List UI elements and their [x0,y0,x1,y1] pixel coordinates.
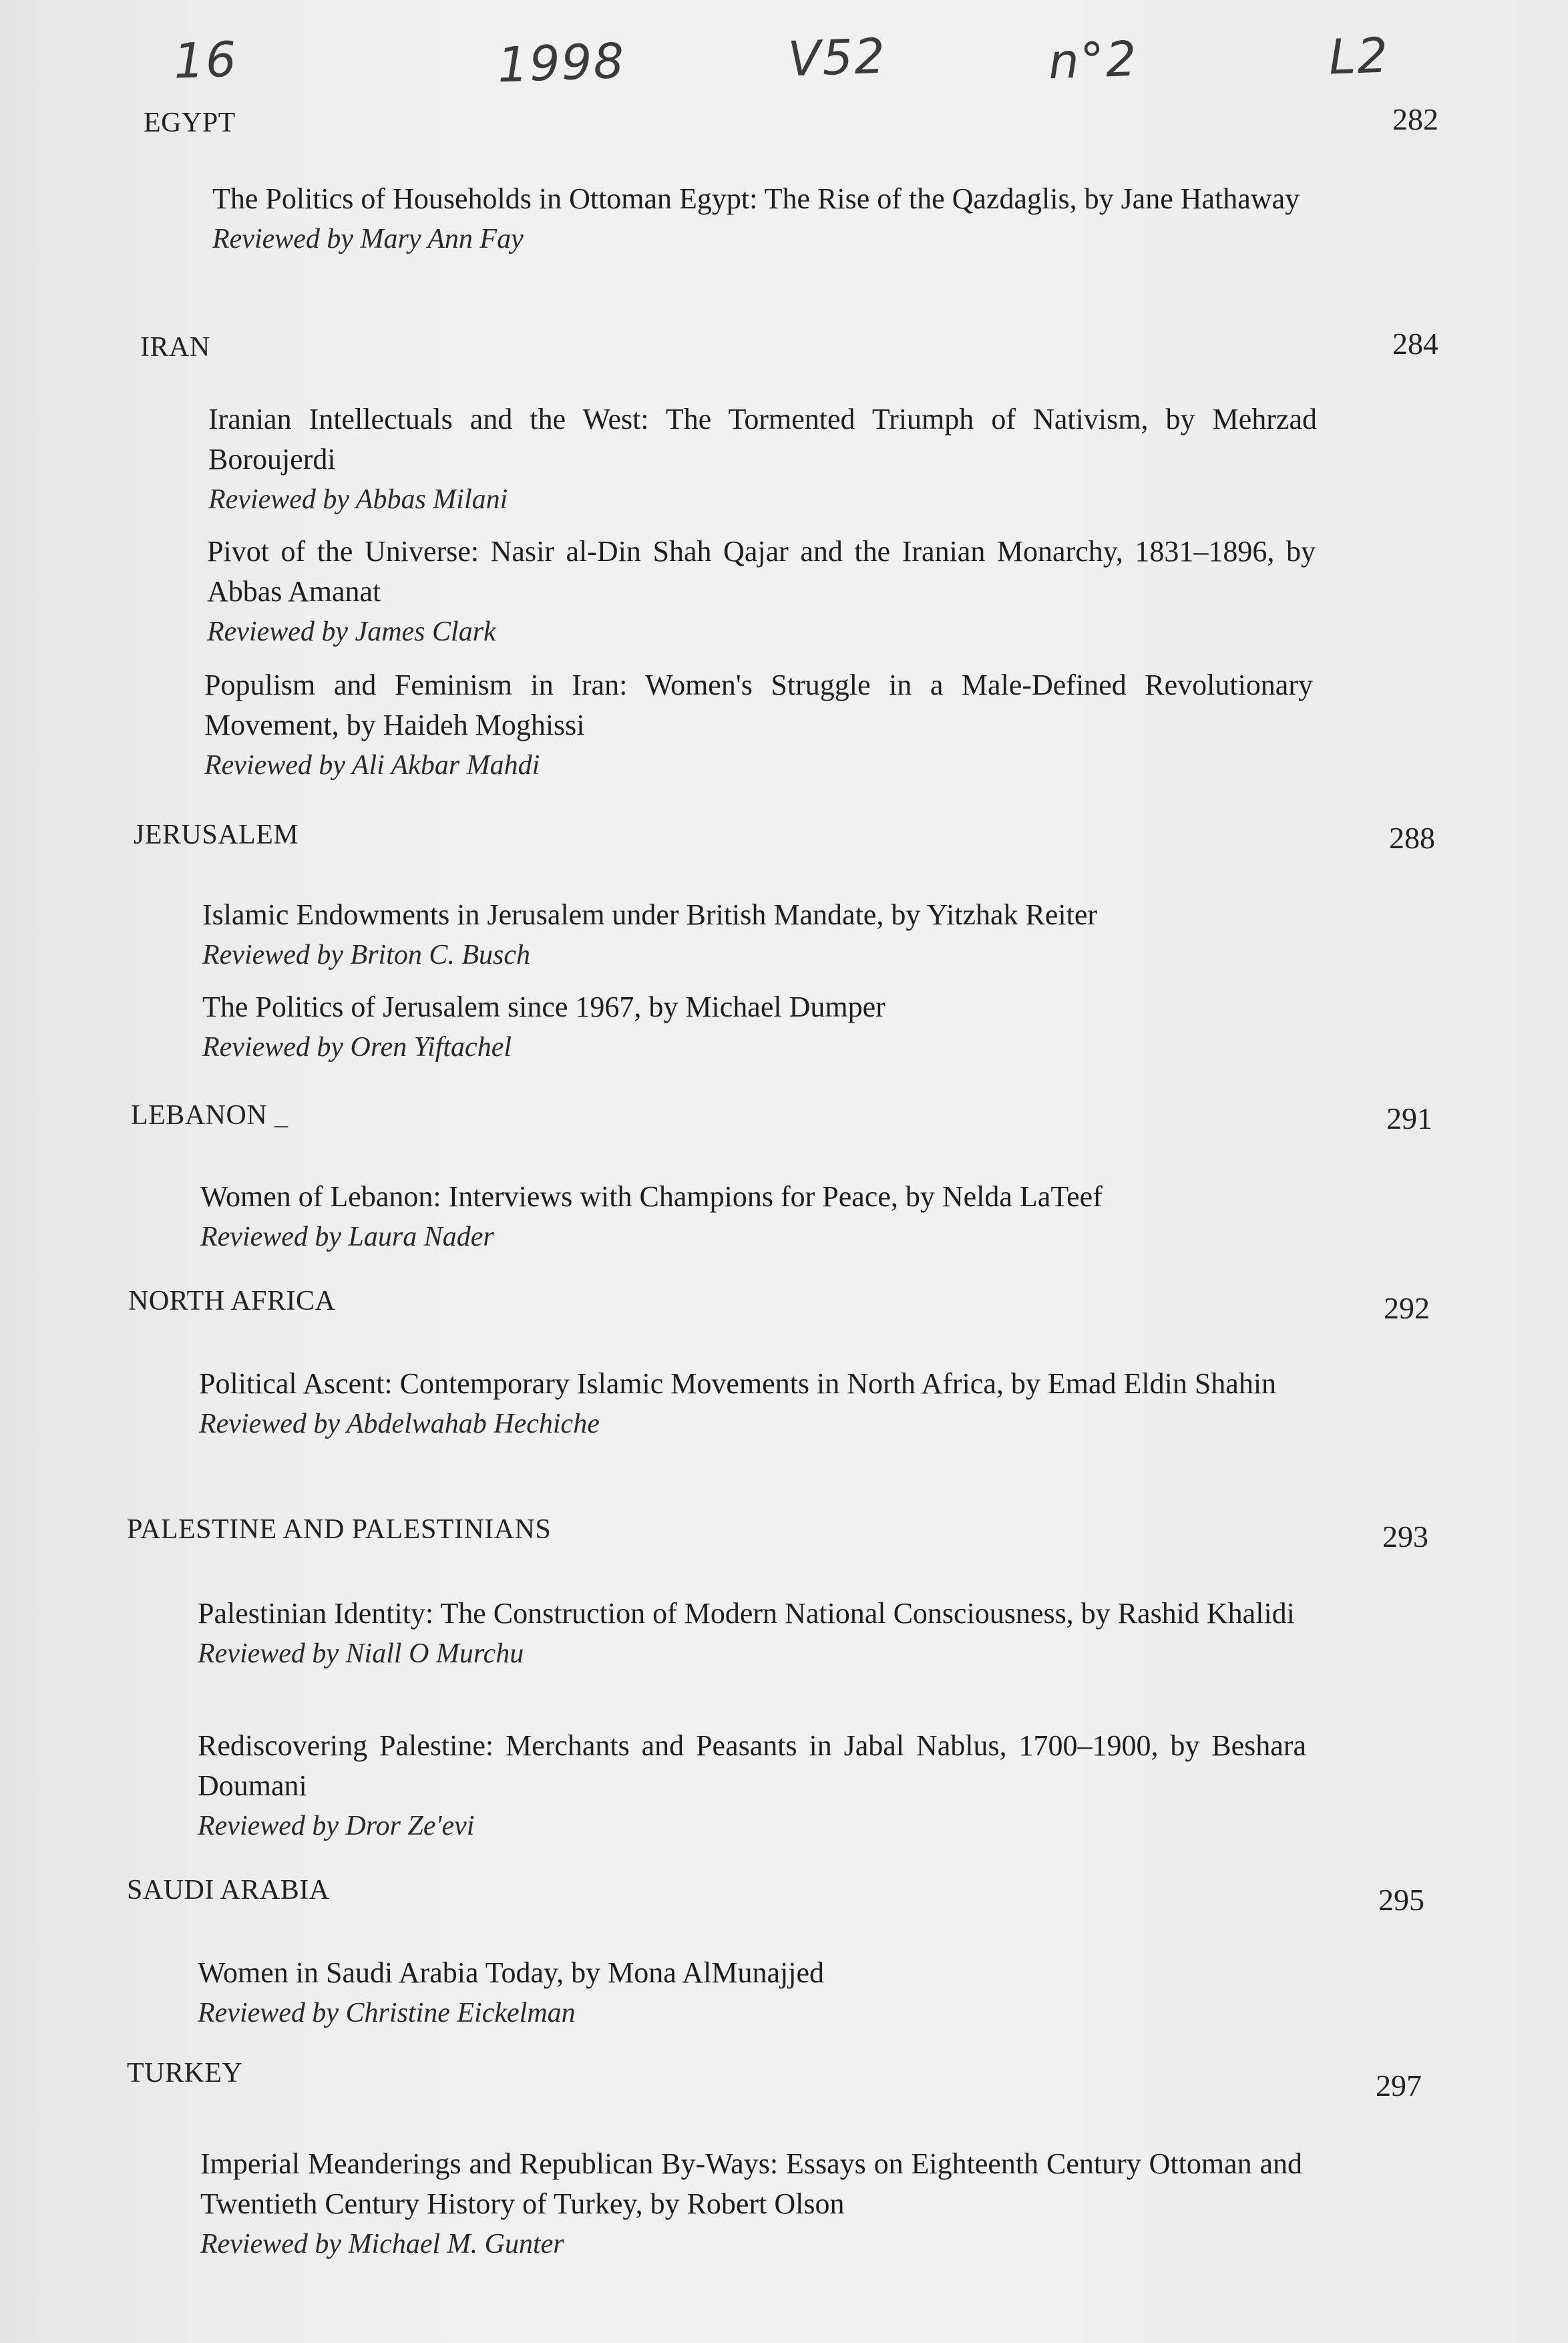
review-entry [198,1594,1306,1674]
handwritten-note-volume-index: 16 [172,31,239,89]
reviewer-name: Reviewed by Abdelwahab Hechiche [199,1409,600,1439]
reviewer-name: Reviewed by Michael M. Gunter [200,2229,564,2260]
section-heading-north-africa: NORTH AFRICA [128,1286,336,1316]
reviewer-name: Reviewed by Mary Ann Fay [212,224,524,254]
review-entry [202,895,1311,975]
review-entry [202,987,1311,1067]
book-title: Populism and Feminism in Iran: Women's Struggle in a Male-Defined Revolutionary Movement, by Haideh Moghissi [204,669,1313,741]
review-entry [212,179,1318,259]
section-page-saudi-arabia: 295 [1378,1883,1424,1917]
reviewer-name: Reviewed by Christine Eickelman [198,1998,576,2028]
section-page-palestine: 293 [1382,1519,1428,1554]
review-entry [200,1177,1309,1257]
section-page-north-africa: 292 [1384,1291,1430,1325]
stray-mark: _ [274,1100,288,1130]
book-title: Palestinian Identity: The Construction of Modern National Consciousness, by Rashid Khalidi [198,1597,1295,1630]
book-title: Iranian Intellectuals and the West: The Tormented Triumph of Nativism, by Mehrzad Boroujerdi [208,403,1317,476]
book-title: The Politics of Households in Ottoman Egypt: The Rise of the Qazdaglis, by Jane Hathaway [212,182,1300,215]
book-title: Women of Lebanon: Interviews with Champions for Peace, by Nelda LaTeef [200,1180,1103,1213]
section-page-egypt: 282 [1392,102,1438,136]
handwritten-note-volume: V52 [787,27,888,87]
reviewer-name: Reviewed by Abbas Milani [208,484,508,515]
handwritten-note-year: 1998 [496,32,626,94]
book-title: Islamic Endowments in Jerusalem under British Mandate, by Yitzhak Reiter [202,898,1098,931]
review-entry [208,399,1317,520]
reviewer-name: Reviewed by Niall O Murchu [198,1638,524,1669]
reviewer-name: Reviewed by Dror Ze'evi [198,1811,475,1841]
reviewer-name: Reviewed by Laura Nader [200,1222,494,1252]
section-heading-jerusalem: JERUSALEM [134,820,299,850]
book-title: Imperial Meanderings and Republican By-Ways: Essays on Eighteenth Century Ottoman and Twentieth Century History of Turkey, by Robert Olson [200,2147,1302,2220]
book-title: Pivot of the Universe: Nasir al-Din Shah Qajar and the Iranian Monarchy, 1831–1896, by Abbas Amanat [207,535,1316,608]
book-title: The Politics of Jerusalem since 1967, by Michael Dumper [202,990,886,1023]
section-heading-iran: IRAN [140,332,210,363]
section-page-turkey: 297 [1376,2068,1422,2103]
section-heading-palestine: PALESTINE AND PALESTINIANS [127,1514,552,1545]
book-title: Women in Saudi Arabia Today, by Mona AlMunajjed [198,1956,825,1989]
section-page-iran: 284 [1392,327,1438,361]
review-entry [198,1726,1306,1846]
handwritten-note-number: n°2 [1047,30,1139,90]
review-entry [199,1364,1308,1444]
reviewer-name: Reviewed by James Clark [207,616,496,647]
reviewer-name: Reviewed by Briton C. Busch [202,940,531,970]
section-heading-lebanon [131,1099,288,1131]
review-entry [200,2144,1302,2264]
section-heading-lebanon-text: LEBANON [131,1100,268,1131]
section-page-lebanon: 291 [1386,1101,1432,1135]
book-title: Political Ascent: Contemporary Islamic Movements in North Africa, by Emad Eldin Shahin [199,1367,1277,1400]
section-heading-egypt: EGYPT [144,108,236,138]
reviewer-name: Reviewed by Ali Akbar Mahdi [204,750,540,781]
handwritten-note-code: L2 [1328,27,1390,85]
section-heading-saudi-arabia: SAUDI ARABIA [127,1875,330,1906]
section-page-jerusalem: 288 [1389,821,1435,855]
book-title: Rediscovering Palestine: Merchants and Peasants in Jabal Nablus, 1700–1900, by Beshara Doumani [198,1729,1306,1802]
section-heading-turkey: TURKEY [127,2058,243,2089]
reviewer-name: Reviewed by Oren Yiftachel [202,1032,512,1063]
review-entry [198,1953,1306,2033]
review-entry [207,532,1316,652]
review-entry [204,665,1313,785]
